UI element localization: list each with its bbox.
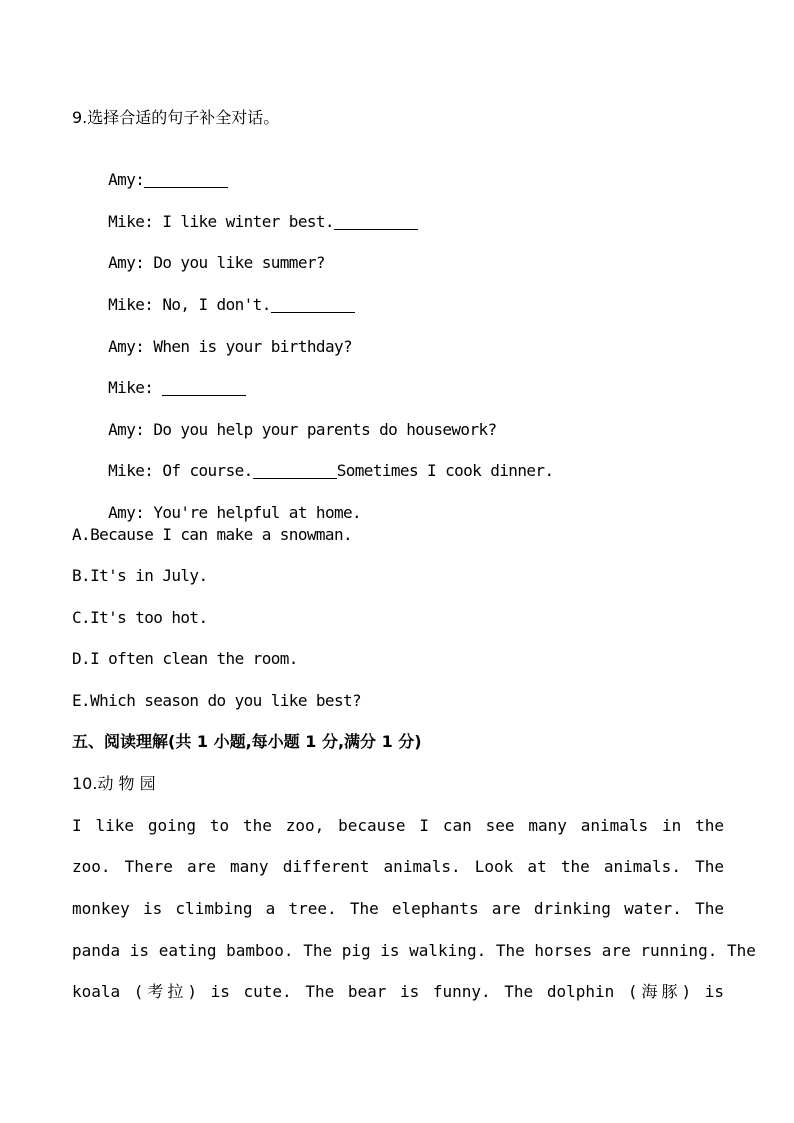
dialogue-line-2: Mike: I like winter best.	[72, 192, 418, 252]
answer-blank[interactable]	[144, 171, 228, 188]
speaker: Mike:	[108, 378, 154, 397]
speaker: Amy:	[108, 337, 145, 356]
speaker: Mike:	[108, 295, 154, 314]
speaker: Amy:	[108, 253, 145, 272]
passage-line: panda is eating bamboo. The pig is walking. The horses are running. The	[72, 941, 756, 960]
speaker: Amy:	[108, 503, 145, 522]
speaker: Amy:	[108, 420, 145, 439]
dialogue-line-5: Amy: When is your birthday?	[108, 337, 353, 356]
option-c: C.It's too hot.	[72, 608, 208, 627]
answer-blank[interactable]	[334, 213, 418, 230]
section-heading: 五、阅读理解(共 1 小题,每小题 1 分,满分 1 分)	[72, 732, 422, 751]
speaker: Mike:	[108, 212, 154, 231]
passage-line: monkey is climbing a tree. The elephants are drinking water. The	[72, 899, 724, 918]
passage-line: zoo. There are many different animals. Look at the animals. The	[72, 857, 724, 876]
answer-blank[interactable]	[162, 379, 246, 396]
dialogue-line-4: Mike: No, I don't.	[72, 275, 355, 335]
answer-blank[interactable]	[253, 462, 337, 479]
passage-line: I like going to the zoo, because I can see many animals in the	[72, 816, 724, 835]
speaker: Mike:	[108, 461, 154, 480]
option-e: E.Which season do you like best?	[72, 691, 362, 710]
passage-line: koala (考拉) is cute. The bear is funny. The dolphin (海豚) is	[72, 982, 724, 1001]
question-9-title: 9.选择合适的句子补全对话。	[72, 108, 280, 127]
dialogue-line-8: Mike: Of course. Sometimes I cook dinner.	[108, 461, 554, 480]
option-a: A.Because I can make a snowman.	[72, 525, 353, 544]
answer-blank[interactable]	[271, 296, 355, 313]
question-10-title: 10.动 物 园	[72, 774, 156, 793]
speaker: Amy:	[108, 170, 145, 189]
option-d: D.I often clean the room.	[72, 649, 298, 668]
option-b: B.It's in July.	[72, 566, 208, 585]
dialogue-line-7: Amy: Do you help your parents do housework?	[108, 420, 497, 439]
dialogue-line-3: Amy: Do you like summer?	[108, 253, 325, 272]
dialogue-line-9: Amy: You're helpful at home.	[108, 503, 362, 522]
